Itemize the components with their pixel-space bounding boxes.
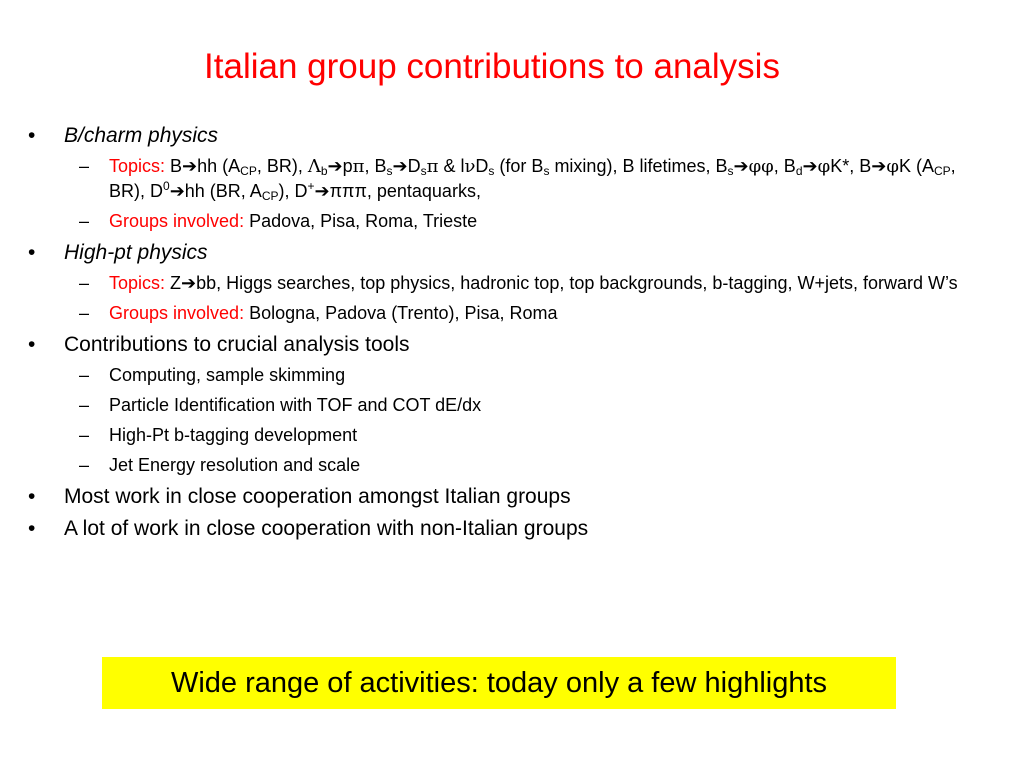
groups-text: Bologna, Padova (Trento), Pisa, Roma [244, 303, 558, 323]
tools-item-text: High-Pt b-tagging development [109, 425, 358, 445]
tools-item [0, 423, 989, 447]
slide-content [0, 122, 1000, 547]
topic-text: D [407, 156, 421, 176]
nonitalian-text: A lot of work in close cooperation with non-Italian groups [64, 517, 589, 540]
arrow-icon: ➔ [802, 156, 818, 176]
lambda-symbol: Λ [307, 156, 321, 177]
topic-text: , B [364, 156, 387, 176]
topic-text: D [475, 156, 489, 176]
bullet-dash: – [79, 273, 90, 293]
tools-item [0, 453, 989, 477]
topic-text: , BR), D [109, 156, 956, 201]
bullet-dash: – [79, 455, 90, 475]
bullet-dash: – [79, 365, 90, 385]
highlight-callout: Wide range of activities: today only a few highlights [102, 657, 896, 709]
bullet-bcharm [0, 122, 1000, 150]
bullet-highpt [0, 239, 1000, 267]
topics-label: Topics: [109, 273, 166, 293]
topic-text: K*, B [830, 156, 872, 176]
highpt-topics [0, 271, 989, 295]
topic-text: p [342, 156, 353, 176]
groups-text: Padova, Pisa, Roma, Trieste [244, 211, 478, 231]
arrow-icon: ➔ [392, 156, 408, 176]
bcharm-topics [0, 154, 989, 203]
topic-text: B [165, 156, 183, 176]
arrow-icon: ➔ [733, 156, 749, 176]
arrow-icon: ➔ [871, 156, 887, 176]
tools-item-text: Computing, sample skimming [109, 365, 346, 385]
bullet-dash: – [79, 156, 90, 176]
italian-text: Most work in close cooperation amongst Italian groups [64, 485, 571, 508]
subscript: s [543, 164, 550, 178]
subscript: d [795, 164, 803, 178]
bcharm-heading: B/charm physics [64, 124, 219, 147]
slide-title: Italian group contributions to analysis [204, 47, 780, 86]
tools-heading: Contributions to crucial analysis tools [64, 333, 410, 356]
bullet-italian [0, 483, 1000, 511]
superscript: 0 [163, 179, 170, 193]
superscript: + [307, 179, 315, 193]
bullet-nonitalian [0, 515, 1000, 543]
bullet-dash: – [79, 395, 90, 415]
subscript: CP [240, 164, 257, 178]
bullet-dot: • [28, 124, 36, 147]
topic-text: hh (BR, A [184, 181, 262, 201]
bullet-dot: • [28, 333, 36, 356]
bullet-dot: • [28, 517, 36, 540]
topic-text: & l [438, 156, 465, 176]
bullet-dash: – [79, 425, 90, 445]
topic-text: mixing), B lifetimes, B [549, 156, 728, 176]
phi-symbol: φφ [748, 156, 774, 177]
groups-label: Groups involved: [109, 211, 245, 231]
subscript: s [488, 164, 495, 178]
tools-item-text: Jet Energy resolution and scale [109, 455, 361, 475]
bullet-dash: – [79, 211, 90, 231]
phi-symbol: φ [817, 156, 831, 177]
highpt-groups [0, 301, 989, 325]
subscript: CP [933, 164, 951, 178]
highpt-heading: High-pt physics [64, 241, 208, 264]
arrow-icon: ➔ [182, 156, 198, 176]
subscript: s [386, 164, 393, 178]
subscript: b [320, 164, 328, 178]
tools-item [0, 393, 989, 417]
tools-item-text: Particle Identification with TOF and COT dE/dx [109, 395, 482, 415]
topic-text: πππ, pentaquarks, [329, 181, 481, 201]
arrow-icon: ➔ [181, 273, 197, 293]
topic-text: Z [165, 273, 182, 293]
topic-text: , B [773, 156, 796, 176]
nu-symbol: ν [464, 156, 476, 177]
topic-text: , BR), [256, 156, 308, 176]
topic-text: (for B [494, 156, 544, 176]
pi-symbol: π [352, 156, 365, 177]
topic-text: hh (A [197, 156, 241, 176]
topic-text: bb, Higgs searches, top physics, hadronic top, top backgrounds, b-tagging, W+jets, forward W’s [196, 273, 958, 293]
groups-label: Groups involved: [109, 303, 245, 323]
topic-text: ), D [278, 181, 308, 201]
tools-item [0, 363, 989, 387]
topic-text: K (A [898, 156, 934, 176]
bullet-dash: – [79, 303, 90, 323]
subscript: s [727, 164, 734, 178]
bcharm-groups [0, 209, 989, 233]
bullet-dot: • [28, 485, 36, 508]
subscript: s [420, 164, 427, 178]
bullet-dot: • [28, 241, 36, 264]
phi-symbol: φ [886, 156, 899, 177]
subscript: CP [261, 189, 279, 203]
arrow-icon: ➔ [327, 156, 343, 176]
arrow-icon: ➔ [314, 181, 330, 201]
topics-label: Topics: [109, 156, 166, 176]
bullet-tools [0, 331, 1000, 359]
pi-symbol: π [426, 156, 439, 177]
arrow-icon: ➔ [169, 181, 185, 201]
